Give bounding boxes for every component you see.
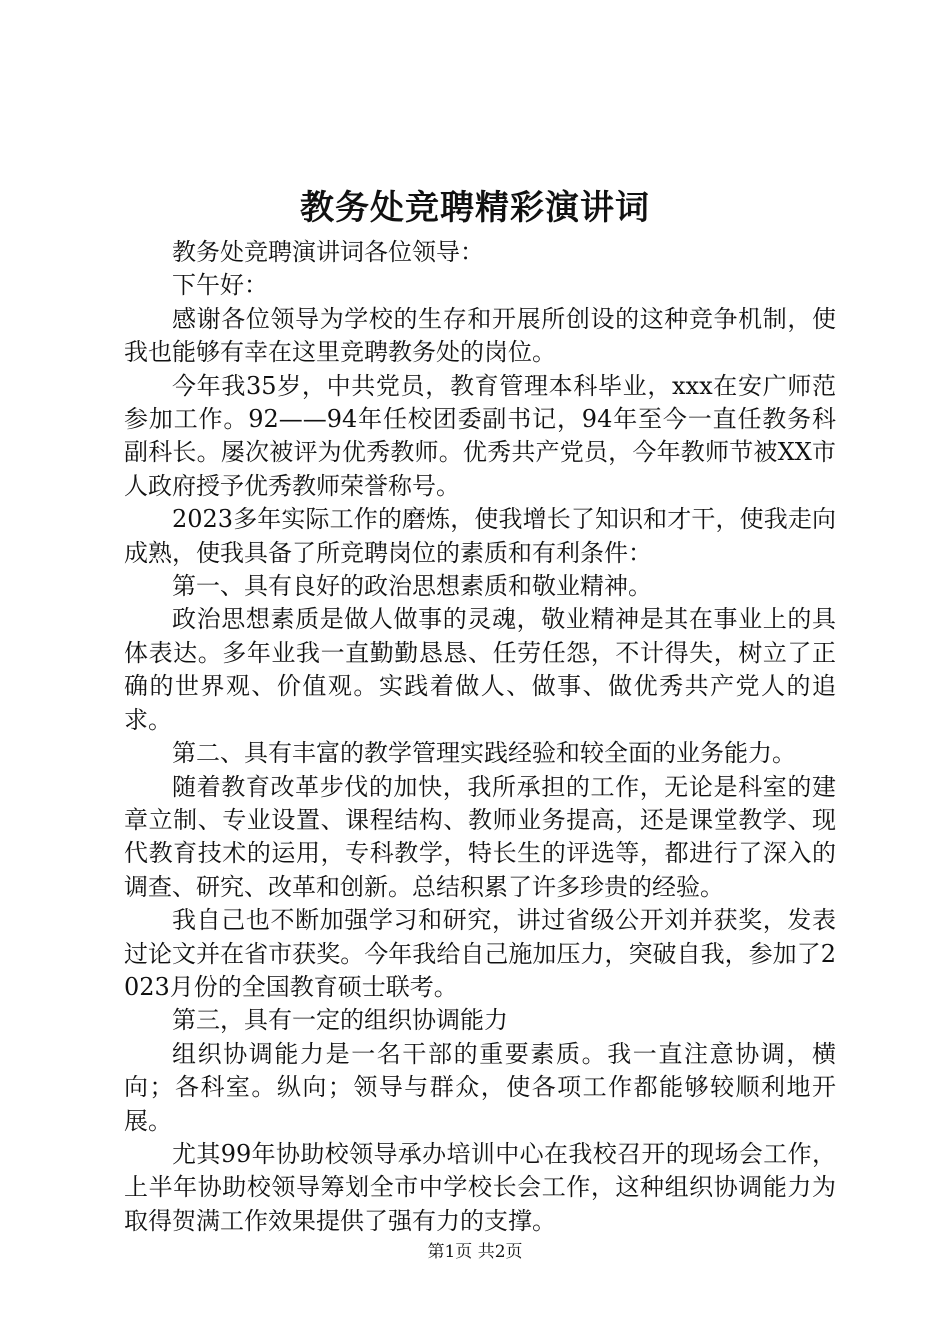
paragraph: 第一、具有良好的政治思想素质和敬业精神。 <box>172 572 652 601</box>
paragraph: 我自己也不断加强学习和研究，讲过省级公开刘并获奖，发表过论文并在省市获奖。今年我给自己施加压力，突破自我，参加了2023月份的全国教育硕士联考。 <box>124 906 836 1001</box>
paragraph: 第三，具有一定的组织协调能力 <box>172 1006 508 1035</box>
paragraph: 随着教育改革步伐的加快，我所承担的工作，无论是科室的建章立制、专业设置、课程结构、教师业务提高，还是课堂教学、现代教育技术的运用，专科教学，特长生的评选等，都进行了深入的调查、研究、改革和创新。总结积累了许多珍贵的经验。 <box>124 772 836 901</box>
paragraph: 第二、具有丰富的教学管理实践经验和较全面的业务能力。 <box>172 739 796 768</box>
document-title: 教务处竞聘精彩演讲词 <box>300 188 650 228</box>
paragraph: 政治思想素质是做人做事的灵魂，敬业精神是其在事业上的具体表达。多年业我一直勤勤恳恳、任劳任怨，不计得失，树立了正确的世界观、价值观。实践着做人、做事、做优秀共产党人的追求。 <box>124 605 836 734</box>
paragraph: 感谢各位领导为学校的生存和开展所创设的这种竞争机制，使我也能够有幸在这里竞聘教务处的岗位。 <box>124 304 836 367</box>
paragraph: 组织协调能力是一名干部的重要素质。我一直注意协调，横向；各科室。纵向；领导与群众，使各项工作都能够较顺利地开展。 <box>124 1039 836 1135</box>
paragraph: 2023多年实际工作的磨炼，使我增长了知识和才干，使我走向成熟，使我具备了所竞聘岗位的素质和有利条件： <box>124 505 836 567</box>
page-footer: 第1页 共2页 <box>427 1242 523 1262</box>
paragraph: 教务处竞聘演讲词各位领导： <box>172 238 484 266</box>
paragraph: 今年我35岁，中共党员，教育管理本科毕业，xxx在安广师范参加工作。92——94年任校团委副书记，94年至今一直任教务科副科长。屡次被评为优秀教师。优秀共产党员，今年教师节被XX市人政府授予优秀教师荣誉称号。 <box>124 371 836 500</box>
paragraph: 尤其99年协助校领导承办培训中心在我校召开的现场会工作，上半年协助校领导筹划全市中学校长会工作，这种组织协调能力为取得贺满工作效果提供了强有力的支撑。 <box>124 1139 836 1235</box>
document-body <box>124 236 836 1238</box>
paragraph: 下午好： <box>172 271 268 300</box>
